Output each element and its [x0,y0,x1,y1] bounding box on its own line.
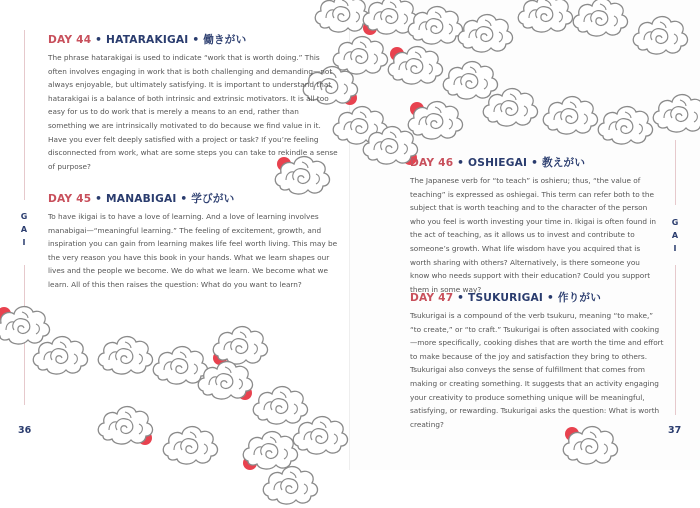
cloud-icon [570,0,632,40]
section-body: Tsukurigai is a compound of the verb tsukuru, meaning “to make,” “to create,” or “to craft.” Tsukurigai is often associated with cooking—more specifically, cooking dishes that are worth the time and effort to make because of the joy and satisfaction they bring to others. Tsukurigai also conveys the sense of fulfillment that comes from making or creating something. It suggests that an activity engaging your creativity to produce something unique will be meaningful, satisfying, or rewarding. Tsukurigai asks the question: What is worth creating? [410,311,664,429]
tab-letter: G [671,218,679,227]
separator: • [531,157,539,169]
day-45-section [48,191,338,292]
section-title: MANABIGAI [106,193,177,205]
page-number: 37 [668,425,682,436]
separator: • [180,193,188,205]
section-body: The Japanese verb for “to teach” is oshieru; thus, “the value of teaching” is expressed as oshiegai. This term can refer both to the subject that is worth teaching and to the character of the person who you feel is worth investing your time in. Ikigai is often found in the act of teaching, as it allows us to invest and contribute to someone’s growth. What life wisdom have you acquired that is worth sharing with others? Alternatively, is there someone you know who needs support with their education? Could you support them in some way? [410,176,657,294]
tab-letter: A [671,231,679,240]
day-number: DAY 47 [410,292,454,304]
side-tab [669,216,681,255]
tab-letter: I [22,238,26,247]
section-title: HATARAKIGAI [106,34,189,46]
section-kanji: 学びがい [191,193,235,205]
day-number: DAY 45 [48,193,92,205]
day-44-section [48,32,338,173]
section-heading [48,32,338,47]
tab-letter: G [20,212,28,221]
separator: • [546,292,554,304]
day-number: DAY 44 [48,34,92,46]
section-kanji: 教えがい [541,157,586,169]
cloud-icon [455,8,517,56]
day-47-section [410,290,700,431]
separator: • [95,34,103,46]
separator: • [192,34,200,46]
section-title: TSUKURIGAI [468,292,544,304]
cloud-icon [385,40,447,88]
separator: • [95,193,103,205]
cloud-icon [650,88,700,136]
tab-letter: I [673,244,677,253]
cloud-icon [195,355,257,403]
section-kanji: 作りがい [557,292,602,304]
cloud-icon [160,420,222,468]
day-number: DAY 46 [410,157,454,169]
side-tab [18,210,30,249]
cloud-icon [95,400,157,448]
section-kanji: 働きがい [203,34,247,46]
section-body: The phrase hatarakigai is used to indicate “work that is worth doing.” This often involves engaging in work that is both challenging and demanding—not always enjoyable, but ultimately satisfying. It is important to understand that hatarakigai is a balance of both intrinsic and extrinsic motivators. It is all too easy for us to do work that is merely a means to an end, rather than something we are intrinsically motivated to do because we find value in it. Have you ever felt deeply satisfied with a project or task? If you’re feeling disconnected from work, what are some steps you can take to rekindle a sense of purpose? [48,53,338,171]
cloud-icon [630,10,692,58]
cloud-icon [30,330,92,378]
side-rule [24,30,25,200]
section-heading [410,290,700,305]
cloud-icon [95,330,157,378]
cloud-icon [595,100,657,148]
tab-letter: A [20,225,28,234]
section-body: To have ikigai is to have a love of learning. And a love of learning involves manabigai—“meaningful learning.” The feeling of excitement, growth, and inspiration you can gain from learning makes life feel worth living. This may be the very reason you have this book in your hands. What we learn shapes our lives and the people we become. We do what we learn. We become what we learn. All of this then raises the question: What do you want to learn? [48,212,338,289]
section-title: OSHIEGAI [468,157,528,169]
separator: • [457,292,465,304]
cloud-icon [290,410,352,458]
separator: • [457,157,465,169]
cloud-icon [515,0,577,36]
section-heading [410,155,700,170]
section-heading [48,191,338,206]
page-number: 36 [18,425,32,436]
cloud-icon [540,90,602,138]
day-46-section [410,155,700,296]
cloud-icon [260,460,322,508]
cloud-icon [480,82,542,130]
